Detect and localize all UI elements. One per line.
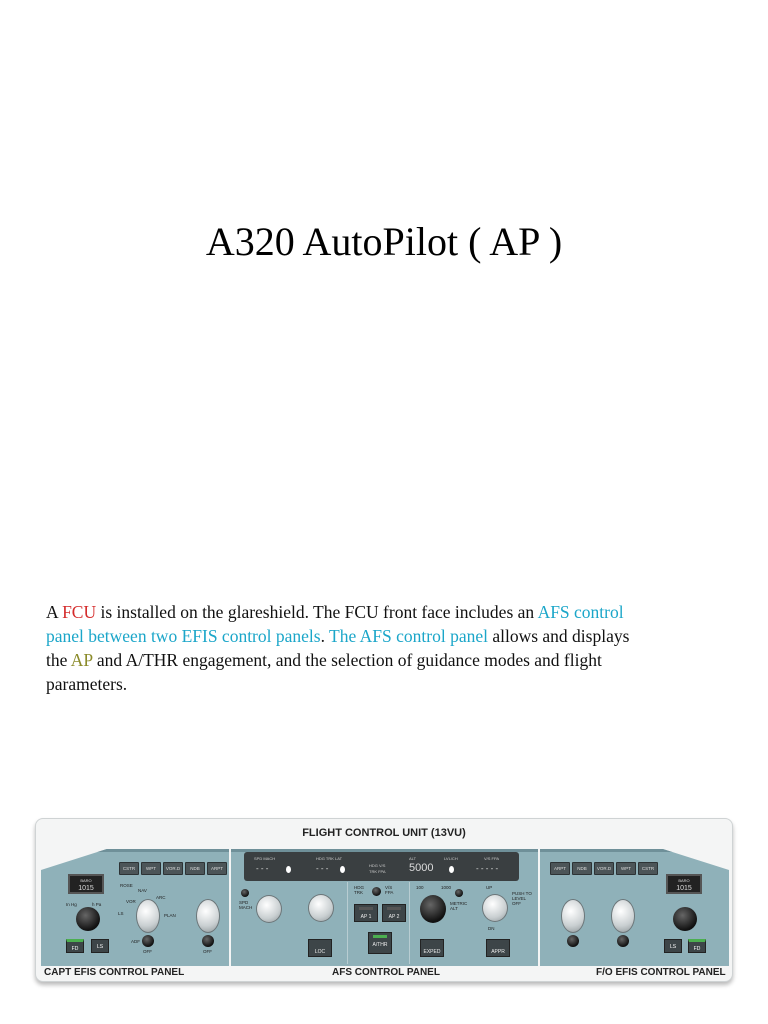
capt-nd-mode-selector[interactable]: [136, 899, 160, 933]
adf-label: ADF: [131, 939, 140, 944]
capt-ndb-button[interactable]: NDB: [185, 862, 205, 875]
afs-display: [244, 852, 519, 881]
exped-label: EXPED: [423, 949, 441, 955]
fo-fd-button[interactable]: FD: [688, 939, 706, 953]
hdg-trk-lat-label: HDG TRK LAT: [316, 856, 343, 861]
vor-label: VOR: [126, 899, 136, 904]
text: is installed on the glareshield. The FCU front face includes an: [96, 602, 538, 622]
fo-ndb-button[interactable]: NDB: [572, 862, 592, 875]
fo-baro-knob[interactable]: [673, 907, 697, 931]
ap2-label: AP 2: [388, 914, 400, 920]
capt-vord-button[interactable]: VOR.D: [163, 862, 183, 875]
hdg-vs-trk-fpa-button[interactable]: [372, 887, 381, 896]
capt-wpt-button[interactable]: WPT: [141, 862, 161, 875]
text: allows and displays the: [46, 626, 630, 670]
fo-vord-button[interactable]: VOR.D: [594, 862, 614, 875]
capt-fd-button[interactable]: FD: [66, 939, 84, 953]
vs-dn-label: DN: [488, 926, 495, 931]
capt-arpt-button[interactable]: ARPT: [207, 862, 227, 875]
vs-fpa-label: V/S FPA: [385, 885, 394, 895]
afs-term: AFS control panel between two EFIS control panels: [46, 602, 624, 646]
fo-cstr-button[interactable]: CSTR: [638, 862, 658, 875]
heading-dashes: - - -: [316, 864, 329, 873]
fo-arpt-button[interactable]: ARPT: [550, 862, 570, 875]
speed-dashes: - - -: [256, 864, 269, 873]
fo-adf-vor-2-switch[interactable]: [617, 935, 629, 947]
fo-nd-range-selector[interactable]: [561, 899, 585, 933]
hpa-label: h Pa: [92, 902, 102, 907]
exped-button[interactable]: [420, 939, 444, 957]
text: and A/THR engagement, and the selection of guidance modes and flight parameters.: [46, 650, 602, 694]
off-label: OFF: [143, 949, 152, 954]
fo-nd-mode-selector[interactable]: [611, 899, 635, 933]
athr-label: A/THR: [372, 942, 388, 948]
loc-button[interactable]: [308, 939, 332, 957]
divider: [347, 882, 348, 964]
vs-up-label: UP: [486, 885, 493, 890]
nav-label: NAV: [138, 888, 147, 893]
hdg-vs-label: HDG V/S: [369, 863, 386, 868]
fo-ls-button[interactable]: LS: [664, 939, 682, 953]
fcu-title: FLIGHT CONTROL UNIT (13VU): [302, 827, 466, 839]
appr-button[interactable]: [486, 939, 510, 957]
ap-term: AP: [70, 650, 93, 670]
trk-fpa-label: TRK FPA: [369, 869, 386, 874]
heading-knob[interactable]: [308, 894, 334, 922]
text: A: [46, 602, 63, 622]
speed-knob[interactable]: [256, 895, 282, 923]
off-label: OFF: [203, 949, 212, 954]
lvl-ch-label: LVL/CH: [444, 856, 458, 861]
afs-term-2: The AFS control panel: [329, 626, 488, 646]
spd-mach-label: SPD MACH: [239, 900, 253, 910]
vs-fpa-display-label: V/S FPA: [484, 856, 500, 861]
capt-ls-button[interactable]: LS: [91, 939, 109, 953]
spd-mach-button[interactable]: [241, 889, 249, 897]
capt-adf-vor-1-switch[interactable]: [142, 935, 154, 947]
capt-efis-label: CAPT EFIS CONTROL PANEL: [44, 967, 185, 978]
loc-label: LOC: [314, 949, 326, 955]
fcu-term: FCU: [62, 602, 97, 622]
metric-alt-button[interactable]: [455, 889, 463, 897]
plan-label: PLAN: [164, 913, 176, 918]
capt-nd-range-selector[interactable]: [196, 899, 220, 933]
divider: [409, 882, 410, 964]
rose-label: ROSE: [120, 883, 133, 888]
baro-label: BARO: [678, 878, 690, 883]
fo-baro-display: [666, 874, 702, 894]
vs-knob[interactable]: [482, 894, 508, 922]
fo-wpt-button[interactable]: WPT: [616, 862, 636, 875]
hdg-trk-label: HDG TRK: [354, 885, 364, 895]
slide-title: A320 AutoPilot ( AP ): [205, 219, 563, 264]
baro-label: BARO: [80, 878, 92, 883]
capt-cstr-button[interactable]: CSTR: [119, 862, 139, 875]
spd-managed-dot: [286, 866, 291, 873]
alt-1000-label: 1000: [441, 885, 452, 890]
arc-label: ARC: [156, 895, 166, 900]
alt-managed-dot: [449, 866, 454, 873]
ls-mode-label: LS: [118, 911, 124, 916]
capt-baro-display: [68, 874, 104, 894]
description-paragraph: [46, 600, 636, 696]
baro-value: 1015: [676, 885, 692, 892]
fo-efis-label: F/O EFIS CONTROL PANEL: [596, 967, 726, 978]
ap1-label: AP 1: [360, 914, 372, 920]
alt-100-label: 100: [416, 885, 424, 890]
hdg-managed-dot: [340, 866, 345, 873]
ap1-button[interactable]: [354, 904, 378, 922]
capt-baro-knob[interactable]: [76, 907, 100, 931]
ap2-button[interactable]: [382, 904, 406, 922]
inhg-label: In Hg: [66, 902, 77, 907]
altitude-knob[interactable]: [420, 895, 446, 923]
afs-label: AFS CONTROL PANEL: [332, 967, 440, 978]
vs-dashes: - - - - -: [476, 864, 499, 873]
athr-button[interactable]: [368, 932, 392, 954]
fcu-diagram: [35, 818, 733, 982]
baro-value: 1015: [78, 885, 94, 892]
altitude-value: 5000: [409, 862, 434, 874]
alt-display-label: ALT: [409, 856, 417, 861]
push-to-level-off-label: PUSH TO LEVEL OFF: [512, 891, 532, 906]
metric-alt-label: METRIC ALT: [450, 901, 468, 911]
fo-adf-vor-1-switch[interactable]: [567, 935, 579, 947]
appr-label: APPR: [491, 949, 505, 955]
text: .: [320, 626, 330, 646]
capt-adf-vor-2-switch[interactable]: [202, 935, 214, 947]
spd-mach-display-label: SPD MACH: [254, 856, 276, 861]
